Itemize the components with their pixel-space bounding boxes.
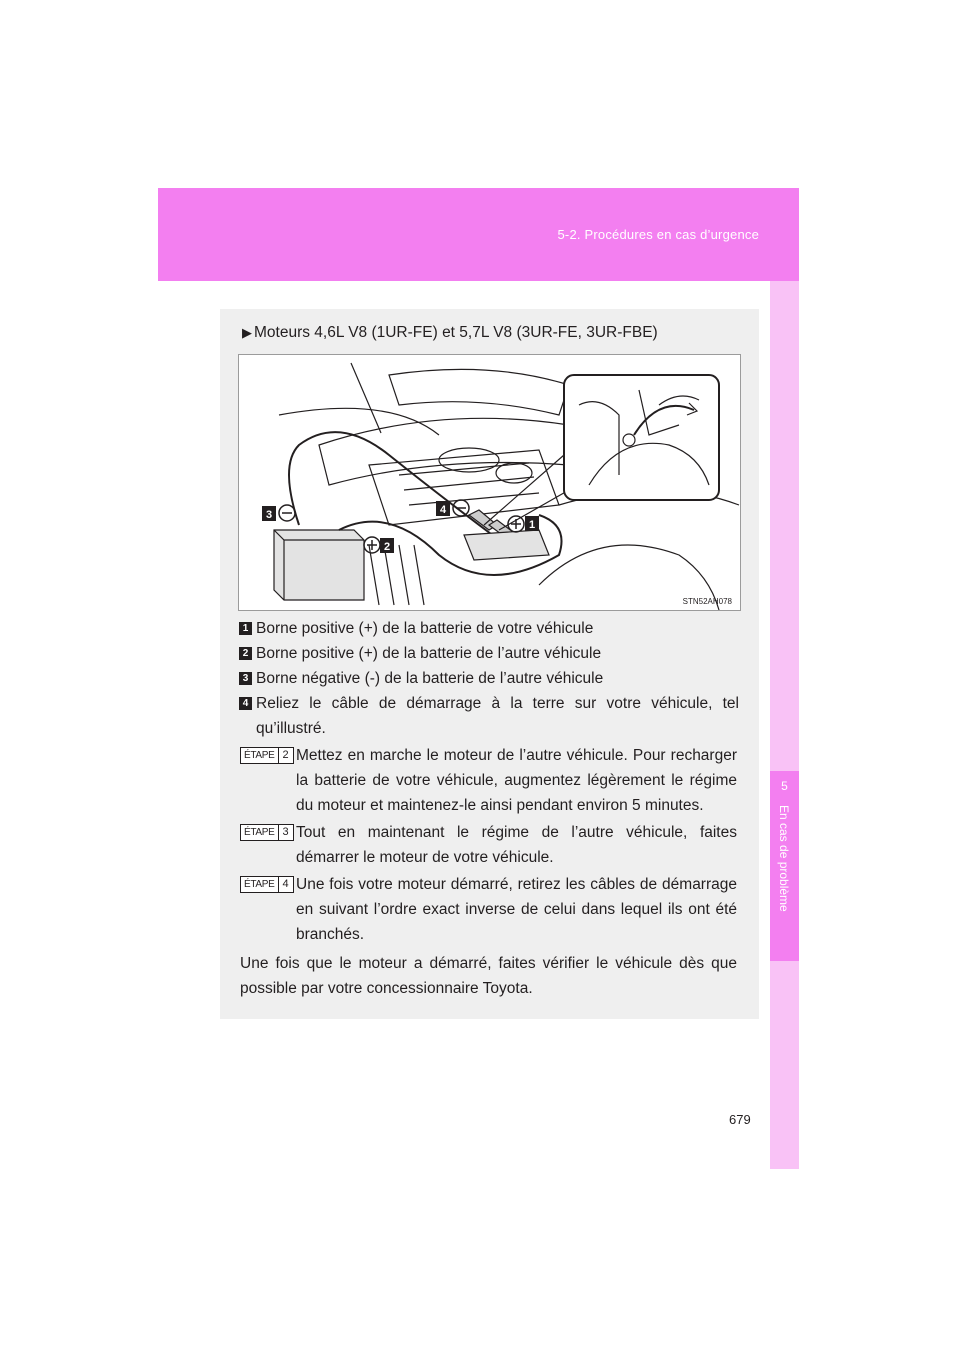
content-box [220, 309, 759, 1019]
step-text: Une fois votre moteur démarré, retirez les câbles de démarrage en suivant l’ordre exact inverse de celui dans lequel ils ont été branchés. [296, 876, 737, 943]
step-tag [240, 824, 294, 841]
legend-list [239, 616, 739, 741]
legend-number: 2 [239, 647, 252, 660]
step-number: 3 [278, 825, 293, 840]
header-band [158, 188, 799, 281]
page-number: 679 [729, 1112, 751, 1127]
legend-number: 4 [239, 697, 252, 710]
chapter-tab [770, 771, 799, 961]
step-list [240, 743, 737, 949]
subheading [242, 324, 658, 342]
legend-item [239, 691, 739, 741]
legend-item [239, 641, 739, 666]
callout-1: 1 [528, 519, 536, 531]
callout-4: 4 [439, 504, 447, 516]
triangle-bullet-icon: ▶ [242, 325, 252, 340]
step-text: Mettez en marche le moteur de l’autre véhicule. Pour recharger la batterie de votre véhicule, augmentez légèrement le régime du moteur et maintenez-le ainsi pendant environ 5 minutes. [296, 747, 737, 814]
step-number: 2 [278, 748, 293, 763]
callout-2: 2 [383, 541, 391, 553]
step-tag [240, 747, 294, 764]
step-word: ÉTAPE [244, 879, 275, 890]
legend-text: Reliez le câble de démarrage à la terre sur votre véhicule, tel qu’illustré. [256, 695, 739, 737]
legend-text: Borne négative (-) de la batterie de l’autre véhicule [256, 670, 604, 687]
legend-number: 3 [239, 672, 252, 685]
engine-drawing [239, 355, 740, 610]
side-strip [770, 281, 799, 1169]
step-tag [240, 876, 294, 893]
engine-bay-lines [274, 363, 739, 610]
step-item [240, 872, 737, 947]
legend-number: 1 [239, 622, 252, 635]
step-item [240, 820, 737, 870]
legend-text: Borne positive (+) de la batterie de votre véhicule [256, 620, 594, 637]
figure-code: STN52AH078 [682, 597, 732, 606]
step-word: ÉTAPE [244, 750, 275, 761]
chapter-label: En cas de problème [777, 805, 791, 912]
chapter-number: 5 [781, 779, 788, 793]
subheading-text: Moteurs 4,6L V8 (1UR-FE) et 5,7L V8 (3UR-FE, 3UR-FBE) [254, 324, 658, 341]
step-item [240, 743, 737, 818]
legend-item [239, 666, 739, 691]
legend-item [239, 616, 739, 641]
step-text: Tout en maintenant le régime de l’autre véhicule, faites démarrer le moteur de votre véhicule. [296, 824, 737, 866]
step-word: ÉTAPE [244, 827, 275, 838]
legend-text: Borne positive (+) de la batterie de l’autre véhicule [256, 645, 602, 662]
final-note: Une fois que le moteur a démarré, faites vérifier le véhicule dès que possible par votre concessionnaire Toyota. [240, 955, 737, 997]
step-number: 4 [278, 877, 293, 892]
engine-illustration [238, 354, 741, 611]
callout-3: 3 [265, 509, 273, 521]
section-title: 5-2. Procédures en cas d’urgence [557, 227, 759, 242]
